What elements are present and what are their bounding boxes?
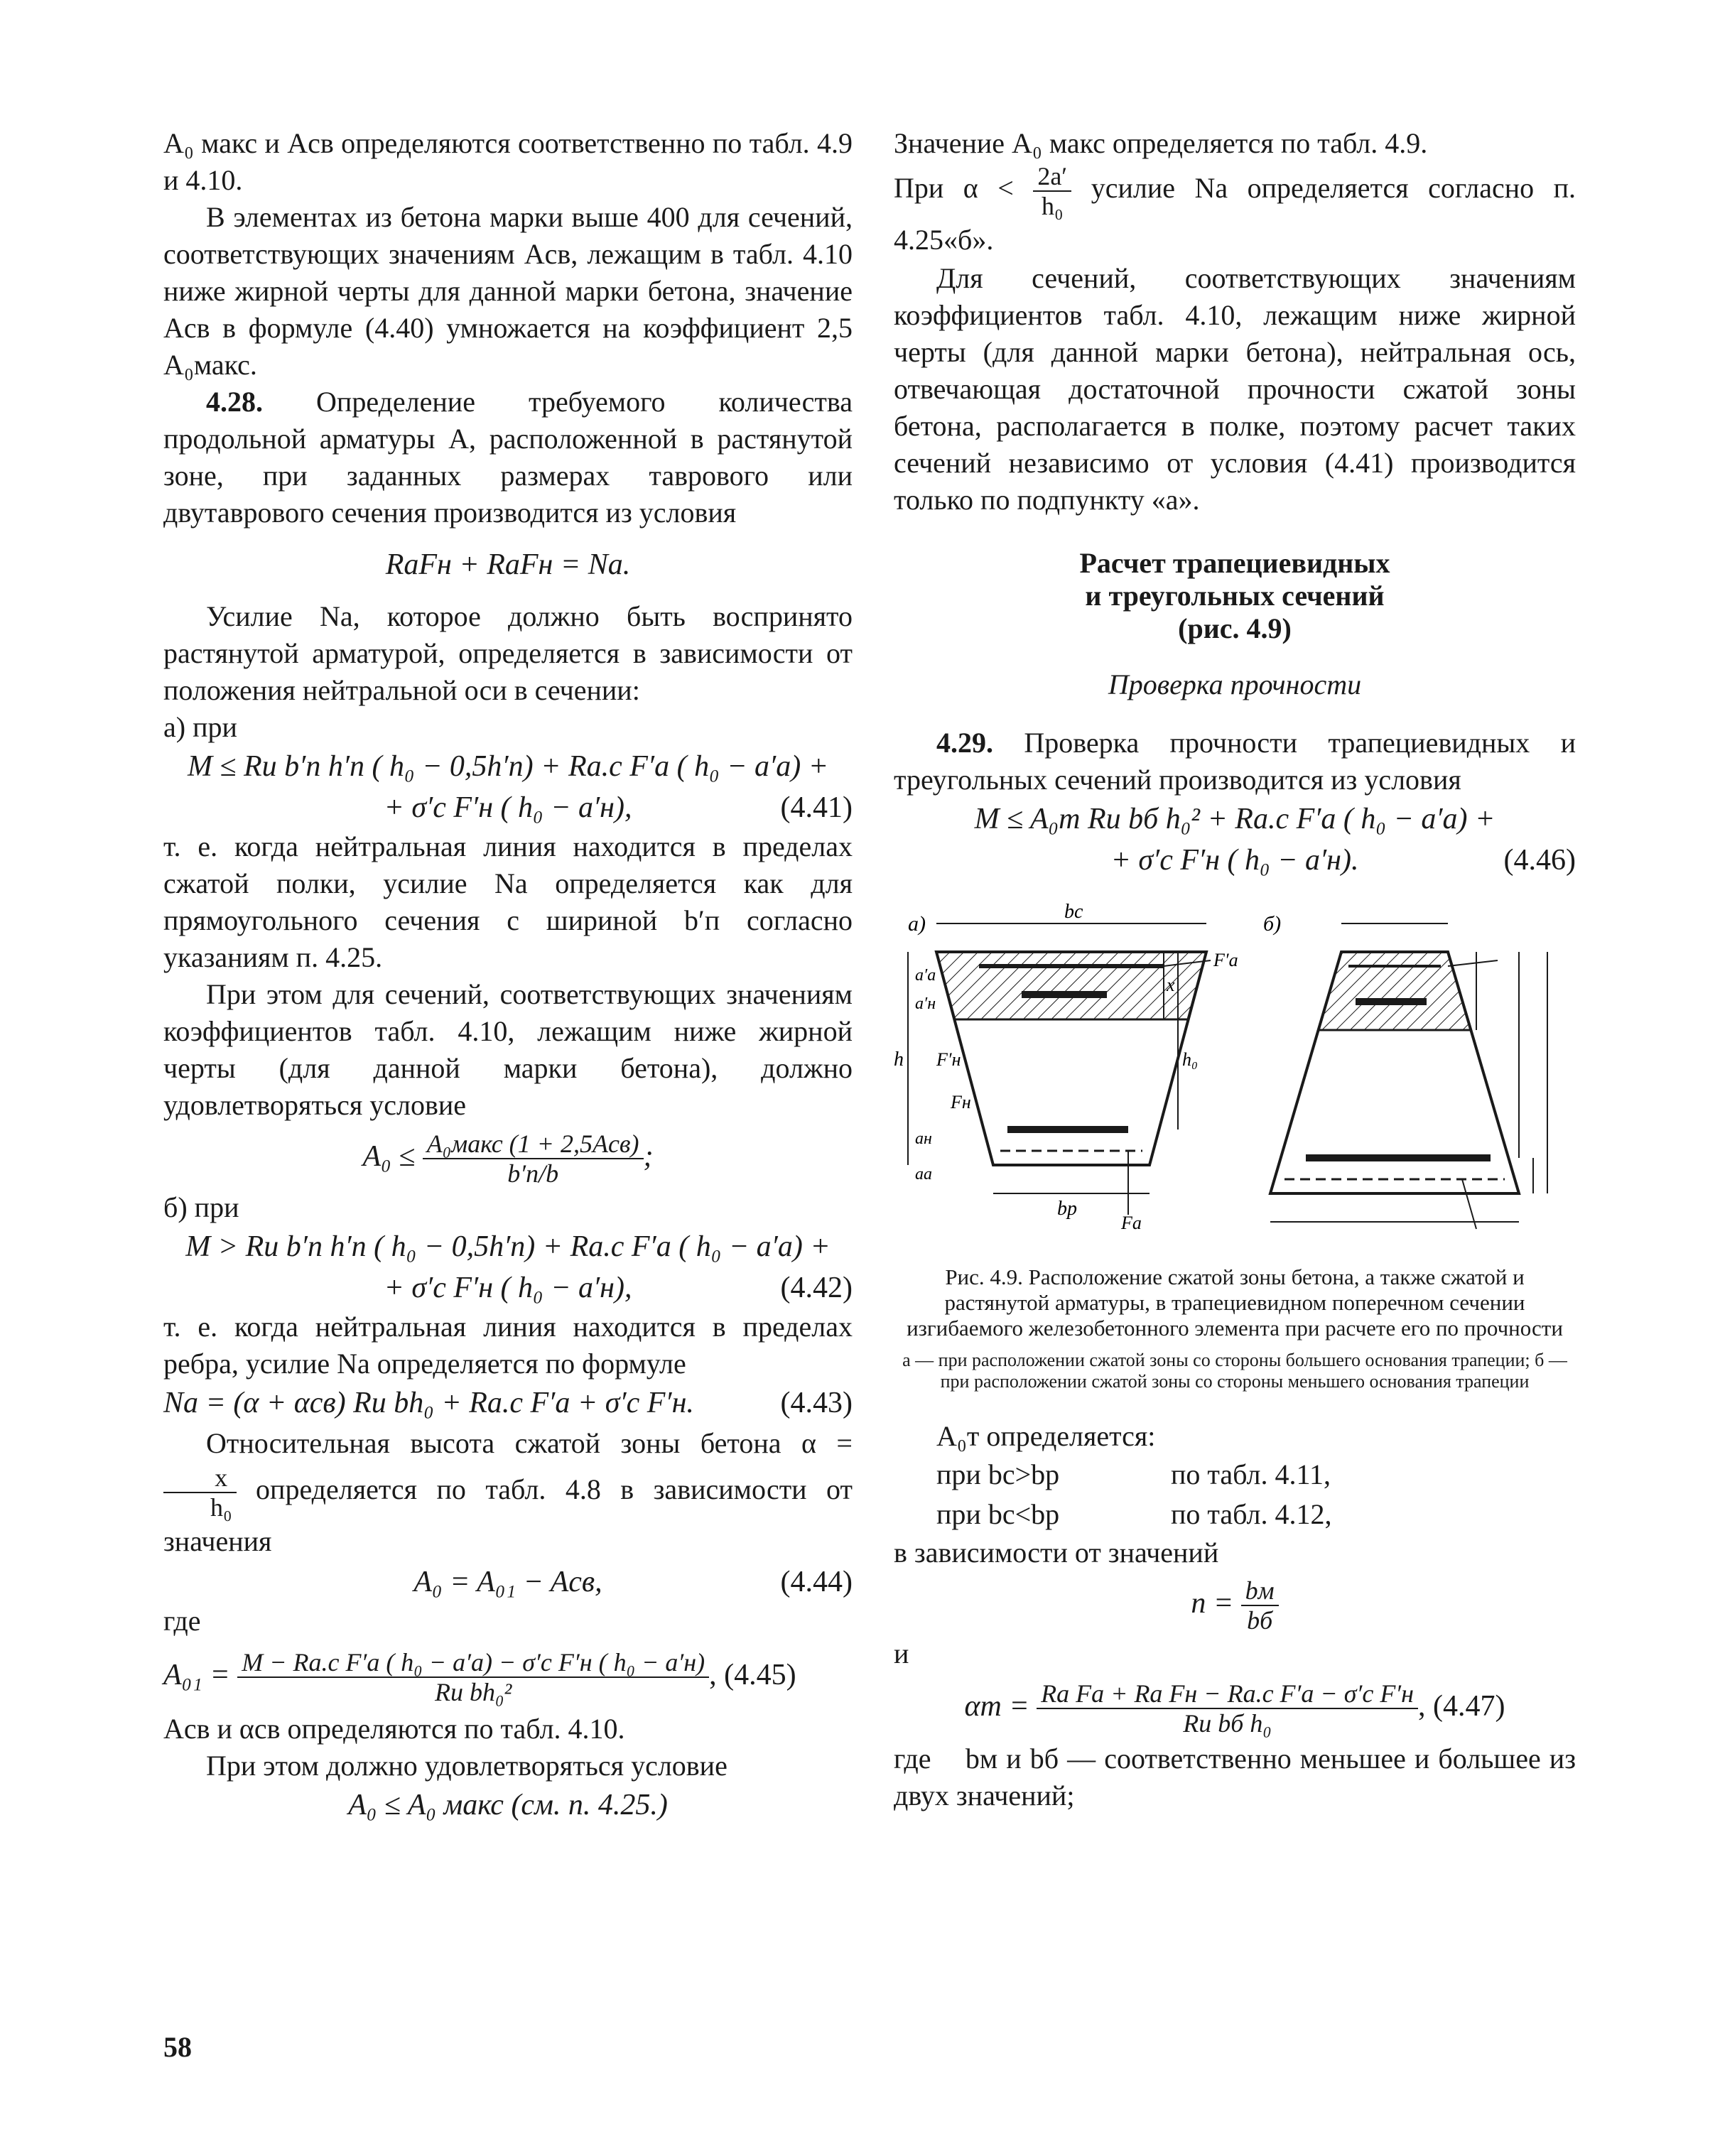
table-row	[894, 1455, 1576, 1495]
and-label: и	[894, 1637, 909, 1669]
paragraph	[894, 725, 1576, 798]
section-heading-line1: Расчет трапециевидных	[1079, 547, 1390, 579]
equation-lhs: n =	[1191, 1587, 1234, 1620]
label-a-prime-a: a′а	[915, 966, 936, 985]
fraction-numerator: M − Rа.с F′а ( h₀ − a′а) − σ′с F′н ( h₀ − a′н)	[237, 1648, 709, 1678]
paragraph-text: Относительная высота сжатой зоны бетона α =	[206, 1427, 853, 1459]
left-column	[163, 125, 853, 1826]
equation-lhs: A₀₁ =	[163, 1659, 230, 1691]
clause-number: 4.29.	[936, 727, 993, 759]
equation-number: (4.44)	[780, 1566, 853, 1598]
equation-4-47	[894, 1672, 1576, 1740]
equation-4-41-line2	[163, 787, 853, 828]
section-heading-line3: (рис. 4.9)	[1178, 612, 1292, 644]
paragraph: При этом должно удовлетворяться условие	[206, 1750, 728, 1782]
label-fa-prime: F′а	[1213, 950, 1238, 970]
fraction	[237, 1648, 709, 1706]
where-label: где	[163, 1605, 201, 1637]
section-heading-line2: и треугольных сечений	[1085, 580, 1385, 612]
paragraph: Значение A₀ макс определяется по табл. 4.9.	[894, 127, 1428, 159]
paragraph-text: Проверка прочности трапециевидных и треугольных сечений производится из условия	[894, 727, 1576, 796]
fraction-numerator: x	[163, 1463, 237, 1493]
subsection-heading: Проверка прочности	[1108, 668, 1362, 700]
equation-4-46-line1: M ≤ A₀т Rи bб h₀² + Rа.с F′а ( h₀ − a′а) +	[974, 803, 1495, 835]
equation-4-46-line2	[894, 840, 1576, 881]
fraction	[1033, 162, 1071, 220]
equation-4-42-line2	[163, 1267, 853, 1309]
compressed-zone-b	[1319, 952, 1471, 1030]
equation-text: + σ′с F′н ( h₀ − a′н),	[384, 1272, 632, 1304]
equation-condition: A₀ ≤ A₀ макс (см. п. 4.25.)	[348, 1789, 668, 1821]
equation-4-44	[163, 1561, 853, 1603]
label-h: h	[894, 1049, 904, 1071]
label-h0: h₀	[1182, 1049, 1199, 1070]
equation-text: Nа = (α + αсв) Rи bh₀ + Rа.с F′а + σ′с F′н.	[163, 1387, 694, 1419]
paragraph: A₀т определяется:	[936, 1420, 1156, 1452]
paragraph: A₀ макс и Aсв определяются соответственно по табл. 4.9 и 4.10.	[163, 127, 853, 196]
paragraph: т. е. когда нейтральная линия находится в пределах ребра, усилие Nа определяется по формуле	[163, 1311, 853, 1380]
fraction	[163, 1463, 237, 1522]
equation-text: + σ′с F′н ( h₀ − a′н),	[384, 791, 632, 824]
trapezoid-sections-diagram	[894, 895, 1576, 1264]
fraction	[1037, 1679, 1418, 1738]
fraction	[1241, 1576, 1279, 1635]
row-condition: при bс>bр	[936, 1458, 1060, 1490]
page-number: 58	[163, 2031, 192, 2063]
label-bp: bр	[1057, 1198, 1077, 1220]
equation-4-42-line1: M > Rи b′п h′п ( h₀ − 0,5h′п) + Rа.с F′а ( h₀ − a′а) +	[185, 1230, 831, 1263]
equation-end: ;	[643, 1140, 654, 1173]
equation-a0	[163, 1124, 853, 1189]
equation-number: , (4.47)	[1418, 1690, 1505, 1723]
fraction-numerator: 2a′	[1033, 162, 1071, 192]
label-fa: Fа	[1121, 1213, 1142, 1233]
paragraph: При этом для сечений, соответствующих значениям коэффициентов табл. 4.10, лежащим ниже жирной черты (для данной марки бетона), должно удовлетворяться условие	[163, 978, 853, 1121]
where-label: где	[894, 1743, 931, 1775]
clause-number: 4.28.	[206, 386, 263, 418]
equation-number: , (4.45)	[709, 1659, 796, 1691]
paragraph-text: При α <	[894, 172, 1014, 205]
equation-4-41-line1: M ≤ Rи b′п h′п ( h₀ − 0,5h′п) + Rа.с F′а ( h₀ − a′а) +	[187, 750, 829, 783]
fig-label-a: а)	[908, 912, 926, 936]
paragraph	[163, 384, 853, 531]
label-an: aн	[915, 1130, 932, 1148]
fraction	[423, 1130, 644, 1188]
equation-number: (4.46)	[1503, 844, 1576, 877]
fraction-denominator: b′п/b	[507, 1159, 559, 1188]
equation-lhs: αт =	[964, 1690, 1029, 1723]
paragraph: в зависимости от значений	[894, 1537, 1219, 1569]
label-fn: Fн	[951, 1092, 971, 1112]
paragraph: т. е. когда нейтральная линия находится в пределах сжатой полки, усилие Nа определяется как для прямоугольного сечения с шириной b′п согласно указаниям п. 4.25.	[163, 830, 853, 973]
equation-number: (4.43)	[780, 1387, 853, 1419]
fraction-denominator: h₀	[1041, 192, 1064, 220]
paragraph-text: определяется по табл. 4.8 в зависимости от значения	[163, 1473, 853, 1557]
paragraph-text: Определение требуемого количества продольной арматуры A, расположенной в растянутой зоне, при заданных размерах таврового или двутаврового сечения производится из условия	[163, 386, 853, 529]
case-label: а) при	[163, 711, 237, 743]
paragraph: В элементах из бетона марки выше 400 для сечений, соответствующих значениям Aсв, лежащим в табл. 4.10 ниже жирной черты для данной марки бетона, значение Aсв в формуле (4.40) умножается на коэффициент 2,5 A₀макс.	[163, 201, 853, 381]
table-row	[894, 1495, 1576, 1534]
paragraph-text: bм и bб — соответственно меньшее и большее из двух значений;	[894, 1743, 1576, 1811]
equation-number: (4.41)	[780, 791, 853, 824]
equation-number: (4.42)	[780, 1272, 853, 1304]
label-bc: bс	[1064, 901, 1083, 923]
equation-lhs: A₀ ≤	[362, 1140, 416, 1173]
equation-text: A₀ = A₀₁ − Aсв,	[413, 1566, 602, 1598]
equation: RаFн + RаFн = Nа.	[385, 548, 631, 581]
fig-label-b: б)	[1263, 912, 1282, 936]
equation-text: + σ′с F′н ( h₀ − a′н).	[1110, 844, 1359, 877]
right-column	[894, 125, 1576, 1814]
leader-fa-prime-b	[1448, 960, 1498, 966]
paragraph-text: усилие Nа определяется согласно п. 4.25«б».	[894, 172, 1576, 256]
paragraph: Усилие Nа, которое должно быть воспринято растянутой арматурой, определяется в зависимости от положения нейтральной оси в сечении:	[163, 600, 853, 706]
label-aa: aа	[915, 1165, 932, 1183]
compressed-zone-a	[936, 952, 1206, 1019]
case-label: б) при	[163, 1191, 239, 1223]
fraction-denominator: h₀	[210, 1493, 232, 1522]
label-x: x	[1167, 975, 1175, 995]
paragraph	[894, 162, 1576, 260]
figure-4-9	[894, 895, 1576, 1264]
figure-caption: Рис. 4.9. Расположение сжатой зоны бетона, а также сжатой и растянутой арматуры, в трапециевидном поперечном сечении изгибаемого железобетонного элемента при расчете его по прочности	[907, 1264, 1563, 1340]
row-reference: по табл. 4.12,	[1171, 1498, 1332, 1530]
label-fn-prime: F′н	[936, 1049, 961, 1070]
equation-n	[894, 1571, 1576, 1635]
row-reference: по табл. 4.11,	[1171, 1458, 1331, 1490]
equation-4-45	[163, 1640, 853, 1711]
fraction-denominator: bб	[1247, 1606, 1273, 1635]
fraction-numerator: A₀макс (1 + 2,5Aсв)	[423, 1130, 644, 1159]
fraction-denominator: Rи bб h₀	[1183, 1709, 1272, 1738]
fraction-numerator: Rа Fа + Rа Fн − Rа.с F′а − σ′с F′н	[1037, 1679, 1418, 1709]
label-a-prime-n: a′н	[915, 995, 936, 1013]
fraction-numerator: bм	[1241, 1576, 1279, 1606]
paragraph	[163, 1424, 853, 1561]
paragraph: Aсв и αсв определяются по табл. 4.10.	[163, 1713, 625, 1745]
paragraph: Для сечений, соответствующих значениям коэффициентов табл. 4.10, лежащим ниже жирной черты (для данной марки бетона), нейтральная ось, отвечающая достаточной прочности сжатой зоны бетона, располагается в полке, поэтому расчет таких сечений независимо от условия (4.41) производится только по подпункту «а».	[894, 262, 1576, 516]
equation-4-43	[163, 1382, 853, 1424]
paragraph	[894, 1740, 1576, 1814]
figure-legend: а — при расположении сжатой зоны со стороны большего основания трапеции; б — при расположении сжатой зоны со стороны меньшего основания трапеции	[902, 1350, 1567, 1392]
fraction-denominator: Rи bh₀²	[435, 1678, 512, 1707]
row-condition: при bс<bр	[936, 1498, 1060, 1530]
